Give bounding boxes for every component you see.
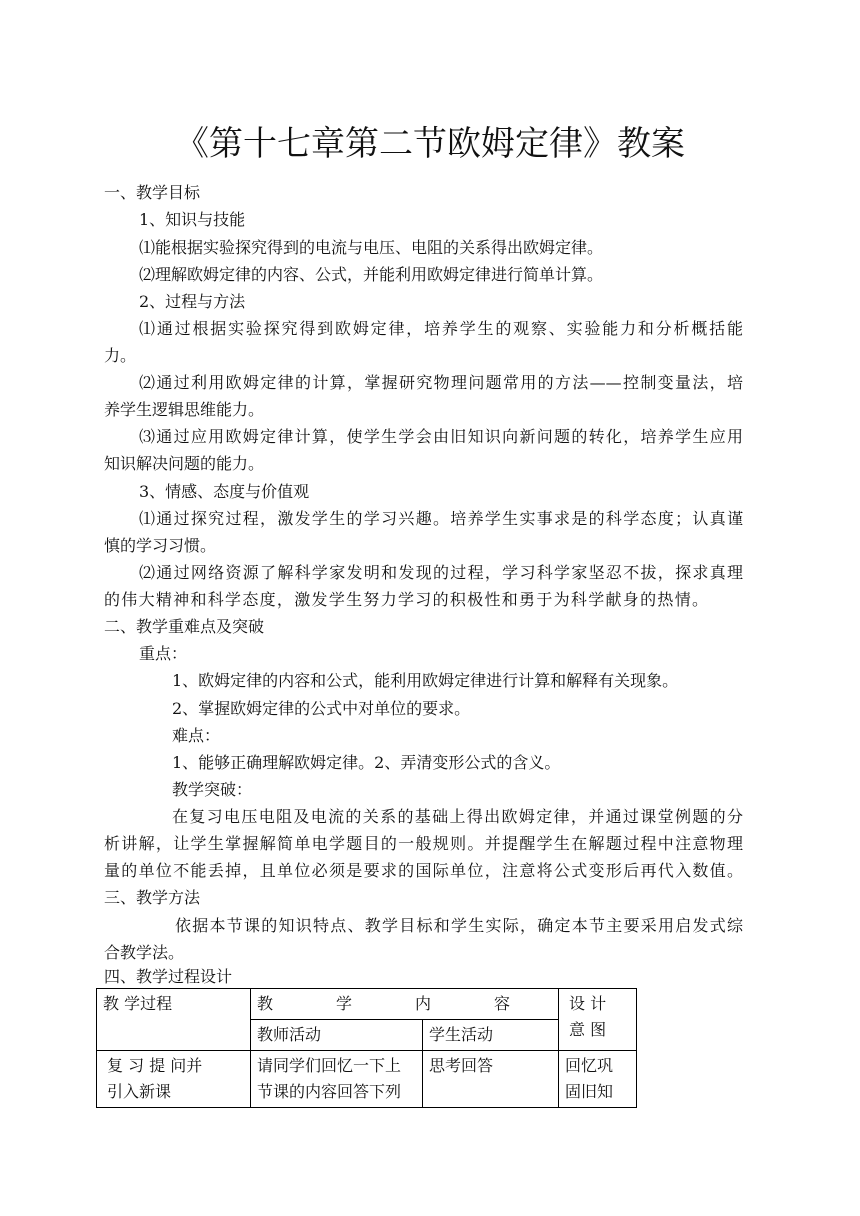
section-heading: 二、教学重难点及突破 — [104, 617, 265, 636]
header-design — [559, 989, 637, 1051]
document-title: 《第十七章第二节欧姆定律》教案 — [175, 124, 685, 164]
table-row — [97, 1051, 637, 1108]
header-design-line2: 意 图 — [569, 1020, 607, 1039]
paragraph-line: 2、掌握欧姆定律的公式中对单位的要求。 — [172, 699, 471, 718]
paragraph-line: 依据本节课的知识特点、教学目标和学生实际，确定本节主要采用启发式综 — [175, 916, 743, 935]
label-breakthrough: 教学突破： — [172, 780, 253, 799]
cell-design — [559, 1051, 637, 1108]
paragraph-line: 析讲解，让学生掌握解简单电学题目的一般规则。并提醒学生在解题过程中注意物理 — [104, 834, 743, 853]
cell-teacher-line2: 节课的内容回答下列 — [257, 1082, 402, 1101]
paragraph-line: 1、欧姆定律的内容和公式，能利用欧姆定律进行计算和解释有关现象。 — [172, 671, 679, 690]
paragraph-line: 在复习电压电阻及电流的关系的基础上得出欧姆定律，并通过课堂例题的分 — [172, 807, 743, 826]
section-heading: 四、教学过程设计 — [104, 967, 233, 986]
cell-design-line2: 固旧知 — [565, 1082, 614, 1101]
label-key-points: 重点： — [139, 644, 188, 663]
paragraph-line: ⑵通过利用欧姆定律的计算，掌握研究物理问题常用的方法——控制变量法，培 — [139, 373, 743, 392]
paragraph-line: ⑵通过网络资源了解科学家发明和发现的过程，学习科学家坚忍不拔，探求真理 — [139, 563, 743, 582]
cell-student: 思考回答 — [423, 1051, 559, 1108]
cell-teacher-line1: 请同学们回忆一下上 — [257, 1056, 402, 1075]
paragraph-line: ⑵理解欧姆定律的内容、公式，并能利用欧姆定律进行简单计算。 — [139, 265, 604, 284]
paragraph-line: 的伟大精神和科学态度，激发学生努力学习的积极性和勇于为科学献身的热情。 — [104, 590, 708, 609]
paragraph-line: 合教学法。 — [104, 943, 185, 962]
paragraph-line: 1、能够正确理解欧姆定律。2、弄清变形公式的含义。 — [172, 753, 561, 772]
subsection-heading: 1、知识与技能 — [139, 210, 246, 229]
header-process: 教 学过程 — [97, 989, 251, 1051]
header-content — [251, 989, 559, 1020]
header-content-label: 教学内容 — [257, 994, 511, 1013]
cell-process-line2: 引入新课 — [107, 1082, 172, 1101]
paragraph-line: 知识解决问题的能力。 — [104, 454, 265, 473]
teaching-process-table — [96, 988, 637, 1108]
cell-process — [97, 1051, 251, 1108]
paragraph-line: 养学生逻辑思维能力。 — [104, 400, 265, 419]
section-heading: 三、教学方法 — [104, 888, 201, 907]
subsection-heading: 3、情感、态度与价值观 — [139, 482, 310, 501]
table-header-row — [97, 989, 637, 1020]
paragraph-line: ⑴通过探究过程，激发学生的学习兴趣。培养学生实事求是的科学态度；认真谨 — [139, 509, 743, 528]
paragraph-line: 慎的学习习惯。 — [104, 536, 217, 555]
paragraph-line: ⑴能根据实验探究得到的电流与电压、电阻的关系得出欧姆定律。 — [139, 238, 604, 257]
subsection-heading: 2、过程与方法 — [139, 292, 246, 311]
paragraph-line: ⑴通过根据实验探究得到欧姆定律，培养学生的观察、实验能力和分析概括能 — [139, 319, 743, 338]
cell-design-line1: 回忆巩 — [565, 1056, 614, 1075]
paragraph-line: 量的单位不能丢掉，且单位必须是要求的国际单位，注意将公式变形后再代入数值。 — [104, 861, 743, 880]
label-difficulties: 难点： — [172, 726, 221, 745]
paragraph-line: ⑶通过应用欧姆定律计算，使学生学会由旧知识向新问题的转化，培养学生应用 — [139, 427, 743, 446]
paragraph-line: 力。 — [104, 346, 137, 365]
cell-teacher — [251, 1051, 423, 1108]
section-heading: 一、教学目标 — [104, 183, 201, 202]
header-teacher-activity: 教师活动 — [251, 1020, 423, 1051]
header-student-activity: 学生活动 — [423, 1020, 559, 1051]
header-design-line1: 设 计 — [569, 994, 607, 1013]
cell-process-line1: 复 习 提 问并 — [107, 1056, 203, 1075]
